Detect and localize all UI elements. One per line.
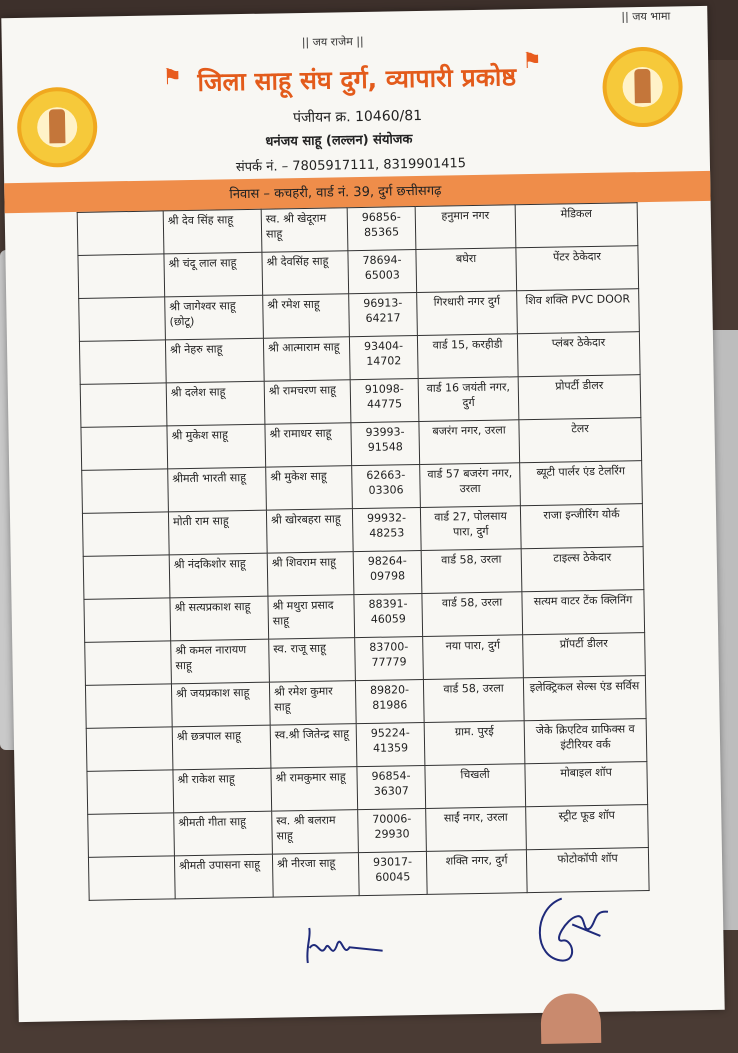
address-cell: ग्राम. पुरई — [424, 721, 525, 766]
serial-cell — [85, 684, 172, 728]
serial-cell — [79, 340, 166, 384]
address-cell: वार्ड 57 बजरंग नगर, उरला — [420, 463, 521, 508]
business-cell: सत्यम वाटर टेंक क्लिनिंग — [522, 590, 645, 635]
address-text: निवास – कचहरी, वार्ड नं. 39, दुर्ग छत्तीसगढ़ — [229, 183, 442, 203]
business-cell: मेडिकल — [515, 203, 638, 248]
address-cell: वार्ड 58, उरला — [422, 592, 523, 637]
member-name-cell: श्रीमती गीता साहू — [174, 811, 273, 856]
business-cell: फोटोकॉपी शॉप — [526, 848, 649, 893]
address-cell: वार्ड 58, उरला — [423, 678, 524, 723]
slogan-right: || जय भामा — [621, 9, 671, 24]
serial-cell — [82, 512, 169, 556]
phone-cell: 95224-41359 — [356, 722, 425, 766]
father-name-cell: श्री शिवराम साहू — [267, 552, 354, 596]
member-name-cell: श्री देव सिंह साहू — [163, 209, 262, 254]
father-name-cell: श्री खोरबहरा साहू — [266, 509, 353, 553]
address-cell: वार्ड 27, पोलसाय पारा, दुर्ग — [420, 506, 521, 551]
convenor-name: धनंजय साहू (लल्लन) संयोजक — [265, 132, 413, 150]
father-name-cell: श्री नीरजा साहू — [272, 853, 359, 897]
address-cell: बजरंग नगर, उरला — [419, 420, 520, 465]
saffron-flag-icon: ⚑ — [521, 48, 543, 75]
phone-cell: 78694-65003 — [348, 250, 417, 294]
samaj-logo-icon — [17, 87, 98, 168]
father-name-cell: श्री रामचरण साहू — [264, 380, 351, 424]
member-name-cell: श्री छत्रपाल साहू — [172, 725, 271, 770]
father-name-cell: श्री रामाधर साहू — [265, 423, 352, 467]
business-cell: प्लंबर ठेकेदार — [517, 332, 640, 377]
member-name-cell: श्री नेहरु साहू — [165, 338, 264, 383]
slogan-left: || जय राजेम || — [301, 34, 364, 49]
member-name-cell: श्री सत्यप्रकाश साहू — [170, 596, 269, 641]
serial-cell — [78, 254, 165, 298]
serial-cell — [83, 555, 170, 599]
address-cell: वार्ड 58, उरला — [421, 549, 522, 594]
member-name-cell: श्री चंदू लाल साहू — [164, 252, 263, 297]
address-cell: नया पारा, दुर्ग — [423, 635, 524, 680]
father-name-cell: श्री आत्माराम साहू — [263, 337, 350, 381]
member-name-cell: श्री जयप्रकाश साहू — [171, 682, 270, 727]
phone-cell: 99932-48253 — [352, 507, 421, 551]
business-cell: राजा इन्जीरिंग योर्क — [520, 504, 643, 549]
father-name-cell: स्व. श्री खेदूराम साहू — [261, 208, 348, 252]
member-name-cell: श्री कमल नारायण साहू — [171, 639, 270, 684]
business-cell: स्ट्रीट फूड शॉप — [526, 805, 649, 850]
member-name-cell: श्रीमती भारती साहू — [168, 467, 267, 512]
saffron-flag-icon: ⚑ — [162, 65, 183, 91]
serial-cell — [81, 426, 168, 470]
serial-cell — [77, 211, 164, 255]
serial-cell — [87, 770, 174, 814]
member-name-cell: श्री नंदकिशोर साहू — [169, 553, 268, 598]
organization-title: जिला साहू संघ दुर्ग, व्यापारी प्रकोष्ठ — [197, 62, 517, 97]
business-cell: टाइल्स ठेकेदार — [521, 547, 644, 592]
phone-cell: 70006-29930 — [358, 808, 427, 852]
address-cell: वार्ड 16 जयंती नगर, दुर्ग — [418, 377, 519, 422]
member-name-cell: श्री मुकेश साहू — [167, 424, 266, 469]
signature-right — [522, 888, 613, 970]
phone-cell: 89820-81986 — [355, 679, 424, 723]
phone-cell: 96856-85365 — [347, 207, 416, 251]
serial-cell — [88, 856, 175, 900]
father-name-cell: श्री रामकुमार साहू — [271, 767, 358, 811]
father-name-cell: स्व. राजू साहू — [269, 638, 356, 682]
phone-cell: 96913-64217 — [349, 293, 418, 337]
father-name-cell: श्री रमेश कुमार साहू — [269, 681, 356, 725]
business-cell: प्रोपर्टी डीलर — [518, 375, 641, 420]
serial-cell — [84, 598, 171, 642]
business-cell: टेलर — [519, 418, 642, 463]
serial-cell — [82, 469, 169, 513]
serial-cell — [86, 727, 173, 771]
address-cell: बघेरा — [416, 248, 517, 293]
member-name-cell: मोती राम साहू — [168, 510, 267, 555]
member-name-cell: श्री जागेश्वर साहू (छोटू) — [165, 295, 264, 340]
phone-cell: 62663-03306 — [352, 465, 421, 509]
address-cell: साईं नगर, उरला — [426, 807, 527, 852]
signature-left — [297, 917, 388, 979]
business-cell: मोबाइल शॉप — [525, 762, 648, 807]
serial-cell — [88, 813, 175, 857]
phone-cell: 96854-36307 — [357, 765, 426, 809]
serial-cell — [85, 641, 172, 685]
father-name-cell: श्री मथुरा प्रसाद साहू — [268, 595, 355, 639]
thumb — [540, 993, 601, 1044]
member-name-cell: श्रीमती उपासना साहू — [174, 854, 273, 899]
father-name-cell: स्व. श्री बलराम साहू — [272, 810, 359, 854]
phone-cell: 93993-91548 — [351, 422, 420, 466]
phone-cell: 98264-09798 — [353, 550, 422, 594]
serial-cell — [79, 297, 166, 341]
phone-cell: 88391-46059 — [354, 593, 423, 637]
address-cell: गिरधारी नगर दुर्ग — [417, 291, 518, 336]
address-cell: वार्ड 15, करहीडी — [417, 334, 518, 379]
members-table — [77, 202, 650, 901]
business-cell: शिव शक्ति PVC DOOR — [517, 289, 640, 334]
document-page — [1, 6, 724, 1022]
phone-cell: 83700-77779 — [355, 636, 424, 680]
address-cell: हनुमान नगर — [415, 205, 516, 250]
phone-cell: 93404-14702 — [349, 336, 418, 380]
father-name-cell: श्री रमेश साहू — [263, 294, 350, 338]
phone-cell: 93017-60045 — [358, 851, 427, 895]
samaj-logo-icon — [602, 46, 683, 127]
father-name-cell: श्री मुकेश साहू — [266, 466, 353, 510]
father-name-cell: स्व.श्री जितेन्द्र साहू — [270, 724, 357, 768]
business-cell: ब्यूटी पार्लर एंड टेलरिंग — [520, 461, 643, 506]
father-name-cell: श्री देवसिंह साहू — [262, 251, 349, 295]
contact-numbers: संपर्क नं. – 7805917111, 8319901415 — [235, 156, 467, 176]
address-cell: चिखली — [425, 764, 526, 809]
business-cell: पेंटर ठेकेदार — [516, 246, 639, 291]
address-cell: शक्ति नगर, दुर्ग — [426, 850, 527, 895]
business-cell: प्रॉपर्टी डीलर — [523, 633, 646, 678]
business-cell: इलेक्ट्रिकल सेल्स एंड सर्विस — [523, 676, 646, 721]
business-cell: जेके क्रिएटिव ग्राफिक्स व इंटीरियर वर्क — [524, 719, 647, 764]
member-name-cell: श्री दलेश साहू — [166, 381, 265, 426]
member-name-cell: श्री राकेश साहू — [173, 768, 272, 813]
registration-number: पंजीयन क्र. 10460/81 — [292, 107, 423, 127]
members-table-body — [77, 203, 649, 901]
phone-cell: 91098-44775 — [350, 379, 419, 423]
serial-cell — [80, 383, 167, 427]
